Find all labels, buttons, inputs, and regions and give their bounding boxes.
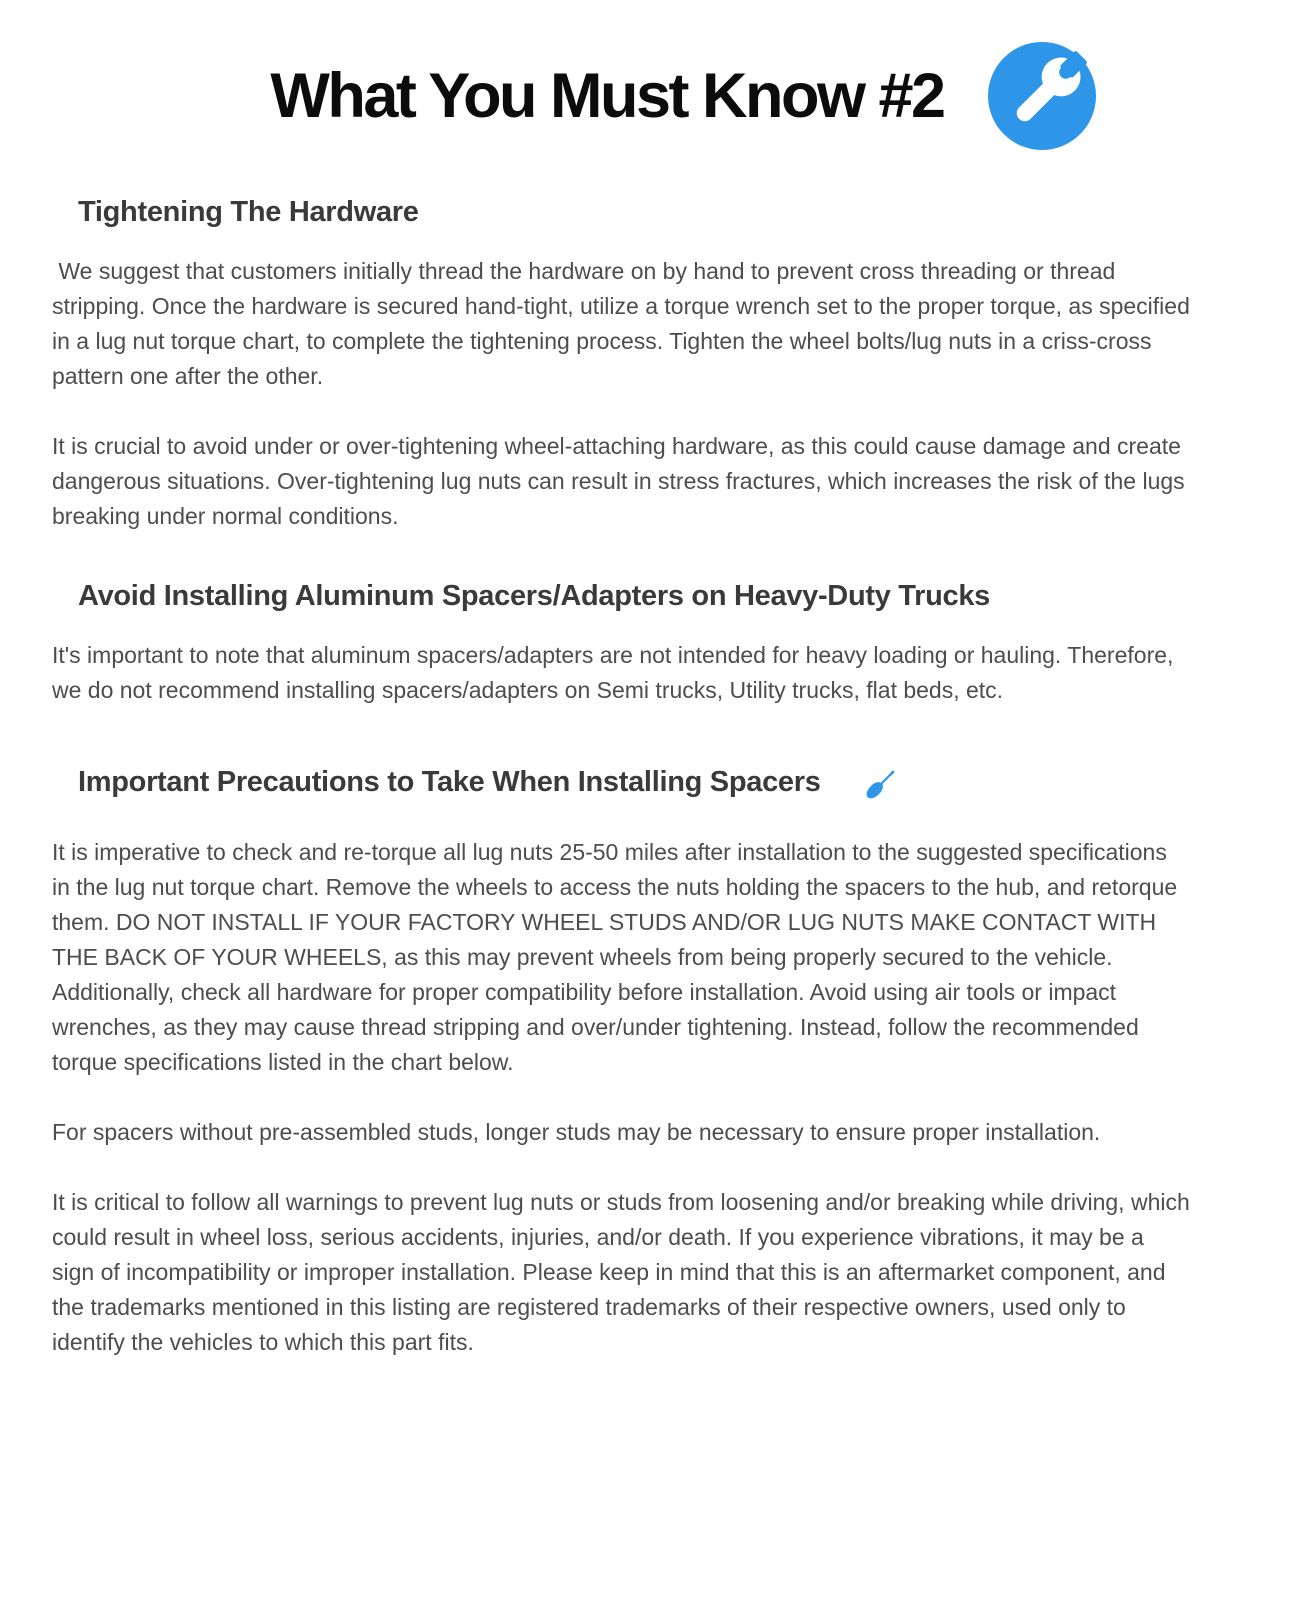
page-header: [0, 0, 1306, 150]
section-heading-text: Tightening The Hardware: [78, 196, 419, 228]
paragraph: It is critical to follow all warnings to prevent lug nuts or studs from loosening and/or breaking while driving, which could result in wheel loss, serious accidents, injuries, and/or death. If you experience vibrations, it may be a sign of incompatibility or improper installation. Please keep in mind that this is an aftermarket component, and the trademarks mentioned in this listing are registered trademarks of their respective owners, used only to identify the vehicles to which this part fits.: [52, 1189, 1190, 1355]
content: [0, 196, 1306, 1360]
section-tightening-hardware: [52, 196, 1197, 534]
paragraph: It is imperative to check and re-torque all lug nuts 25-50 miles after installation to the suggested specifications in the lug nut torque chart. Remove the wheels to access the nuts holding the spacers to the hub, and retorque them. DO NOT INSTALL IF YOUR FACTORY WHEEL STUDS AND/OR LUG NUTS MAKE CONTACT WITH THE BACK OF YOUR WHEELS, as this may prevent wheels from being properly secured to the vehicle. Additionally, check all hardware for proper compatibility before installation. Avoid using air tools or impact wrenches, as they may cause thread stripping and over/under tightening. Instead, follow the recommended torque specifications listed in the chart below.: [52, 839, 1178, 1075]
page-title: What You Must Know #2: [270, 61, 944, 131]
section-heading-text: Important Precautions to Take When Installing Spacers: [78, 765, 821, 798]
wrench-icon: [988, 42, 1096, 150]
paragraph: It is crucial to avoid under or over-tightening wheel-attaching hardware, as this could cause damage and create dangerous situations. Over-tightening lug nuts can result in stress fractures, which increases the risk of the lugs breaking under normal conditions.: [52, 433, 1185, 529]
section-heading-tightening: [78, 196, 1190, 229]
paragraph: It's important to note that aluminum spacers/adapters are not intended for heavy loading or hauling. Therefore, we do not recommend installing spacers/adapters on Semi trucks, Utility trucks, flat beds, etc.: [52, 642, 1174, 703]
section-heading-text: Avoid Installing Aluminum Spacers/Adapters on Heavy-Duty Trucks: [78, 580, 991, 612]
screwdriver-icon: [857, 762, 901, 810]
section-heading-precautions: [78, 754, 1190, 810]
section-important-precautions: [52, 754, 1190, 1360]
section-heading-avoid-aluminum: [78, 580, 1190, 613]
paragraph: We suggest that customers initially thread the hardware on by hand to prevent cross threading or thread stripping. Once the hardware is secured hand-tight, utilize a torque wrench set to the proper torque, as specified in a lug nut torque chart, to complete the tightening process. Tighten the wheel bolts/lug nuts in a criss-cross pattern one after the other.: [52, 258, 1197, 389]
paragraph: For spacers without pre-assembled studs, longer studs may be necessary to ensure proper installation.: [52, 1119, 1101, 1145]
section-avoid-aluminum-spacers: [52, 580, 1190, 708]
